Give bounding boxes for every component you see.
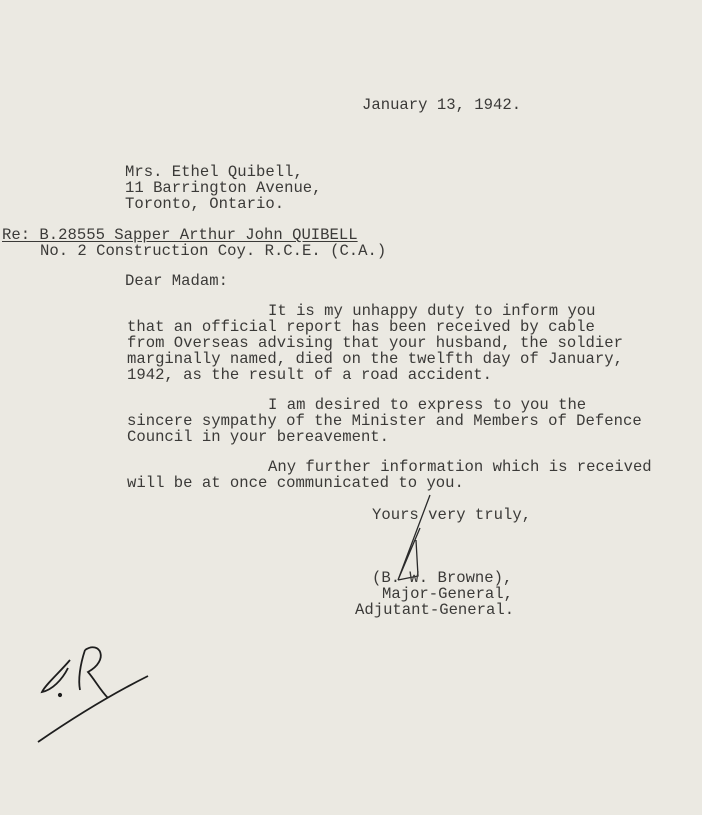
closing: Yours very truly, [372,506,532,524]
handwritten-initials [38,647,148,742]
letter-date: January 13, 1942. [362,96,522,114]
paragraph-1-line: marginally named, died on the twelfth day of January, [127,350,623,368]
signatory-rank: Major-General, [382,585,514,603]
paragraph-1-line: It is my unhappy duty to inform you [268,302,596,320]
signatory-title: Adjutant-General. [355,601,515,619]
signatory-name: (B. W. Browne), [372,569,513,587]
recipient-street: 11 Barrington Avenue, [125,179,322,197]
salutation: Dear Madam: [125,272,228,290]
paragraph-2-line: sincere sympathy of the Minister and Members of Defence [127,412,642,430]
paragraph-1-line: from Overseas advising that your husband, the soldier [127,334,623,352]
paragraph-1-line: 1942, as the result of a road accident. [127,366,492,384]
re-line: Re: B.28555 Sapper Arthur John QUIBELL [2,226,358,244]
re-unit-line: No. 2 Construction Coy. R.C.E. (C.A.) [40,242,387,260]
paragraph-1-line: that an official report has been received by cable [127,318,595,336]
paragraph-2-line: Council in your bereavement. [127,428,390,446]
paragraph-2-line: I am desired to express to you the [268,396,587,414]
paragraph-3-line: Any further information which is received [268,458,652,476]
paragraph-3-line: will be at once communicated to you. [127,474,464,492]
recipient-name: Mrs. Ethel Quibell, [125,163,303,181]
recipient-city: Toronto, Ontario. [125,195,285,213]
